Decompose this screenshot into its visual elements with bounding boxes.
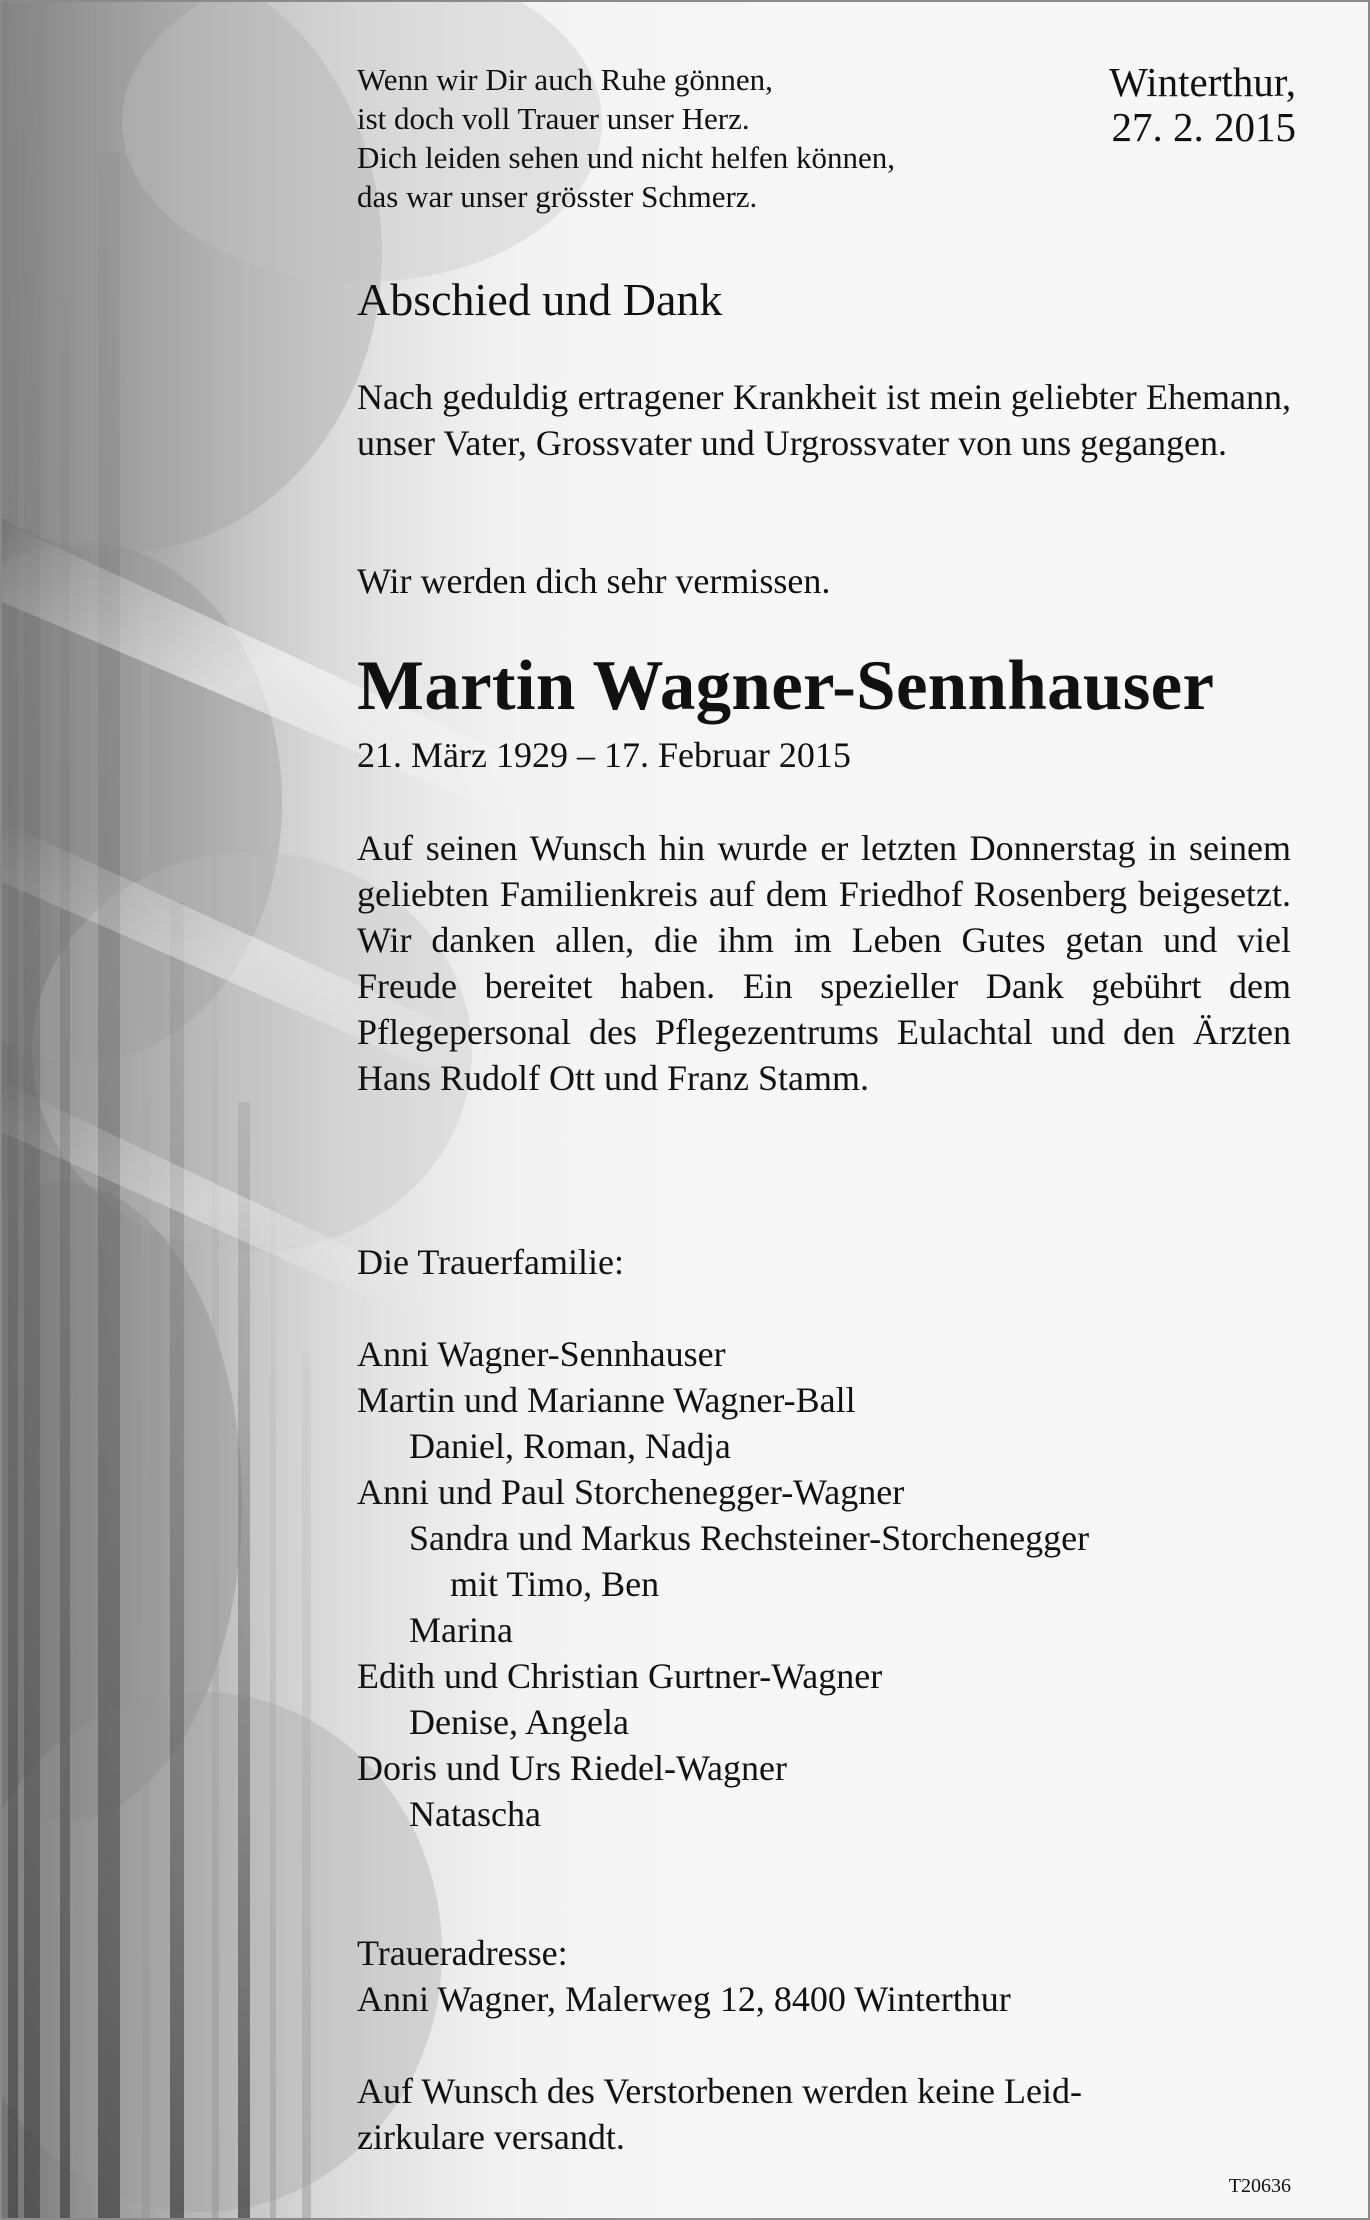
family-member: Daniel, Roman, Nadja <box>409 1426 731 1466</box>
poem <box>357 60 997 216</box>
poem-line: Dich leiden sehen und nicht helfen können, <box>357 140 896 175</box>
family-member: Natascha <box>409 1794 541 1834</box>
closing-line: Auf Wunsch des Verstorbenen werden keine Leid- <box>357 2071 1082 2111</box>
family-member: Martin und Marianne Wagner-Ball <box>357 1380 856 1420</box>
mourning-address: Anni Wagner, Malerweg 12, 8400 Winterthur <box>357 1979 1011 2019</box>
family-member: Anni und Paul Storchenegger-Wagner <box>357 1472 905 1512</box>
closing-note <box>357 2068 1297 2160</box>
family-list <box>357 1331 1291 1837</box>
place-date <box>1100 60 1296 150</box>
ad-code: T20636 <box>1228 2175 1291 2197</box>
family-member: Denise, Angela <box>409 1702 629 1742</box>
family-member: Doris und Urs Riedel-Wagner <box>357 1748 787 1788</box>
closing-line: zirkulare versandt. <box>357 2117 625 2157</box>
intro-paragraph: Nach geduldig ertragener Krankheit ist mein geliebter Ehemann, unser Vater, Grossvater und Urgrossvater von uns gegangen. <box>357 377 1291 463</box>
family-member: Marina <box>409 1610 513 1650</box>
family-member: mit Timo, Ben <box>450 1564 660 1604</box>
address-label: Traueradresse: <box>357 1933 568 1973</box>
poem-line: das war unser grösster Schmerz. <box>357 179 758 214</box>
poem-line: ist doch voll Trauer unser Herz. <box>357 101 750 136</box>
family-member: Anni Wagner-Sennhauser <box>357 1334 726 1374</box>
place: Winterthur, <box>1109 59 1296 105</box>
family-header: Die Trauerfamilie: <box>357 1242 624 1282</box>
deceased-name: Martin Wagner-Sennhauser <box>357 647 1215 725</box>
date: 27. 2. 2015 <box>1111 104 1296 150</box>
family-member: Sandra und Markus Rechsteiner-Storchenegger <box>409 1518 1090 1558</box>
family-member: Edith und Christian Gurtner-Wagner <box>357 1656 883 1696</box>
poem-line: Wenn wir Dir auch Ruhe gönnen, <box>357 62 773 97</box>
intro-miss-line: Wir werden dich sehr vermissen. <box>357 561 831 601</box>
life-dates: 21. März 1929 – 17. Februar 2015 <box>357 735 851 775</box>
forest-background-image <box>2 2 1368 2218</box>
thanks-paragraph: Auf seinen Wunsch hin wurde er letzten Donnerstag in seinem geliebten Familienkreis auf dem Friedhof Rosenberg beigesetzt. Wir danken allen, die ihm im Leben Gutes getan und viel Freude bereitet haben. Ein spezieller Dank gebührt dem Pflegepersonal des Pflegezentrums Eulachtal und den Ärzten Hans Rudolf Ott und Franz Stamm. <box>357 828 1291 1098</box>
notice-heading: Abschied und Dank <box>357 274 723 325</box>
